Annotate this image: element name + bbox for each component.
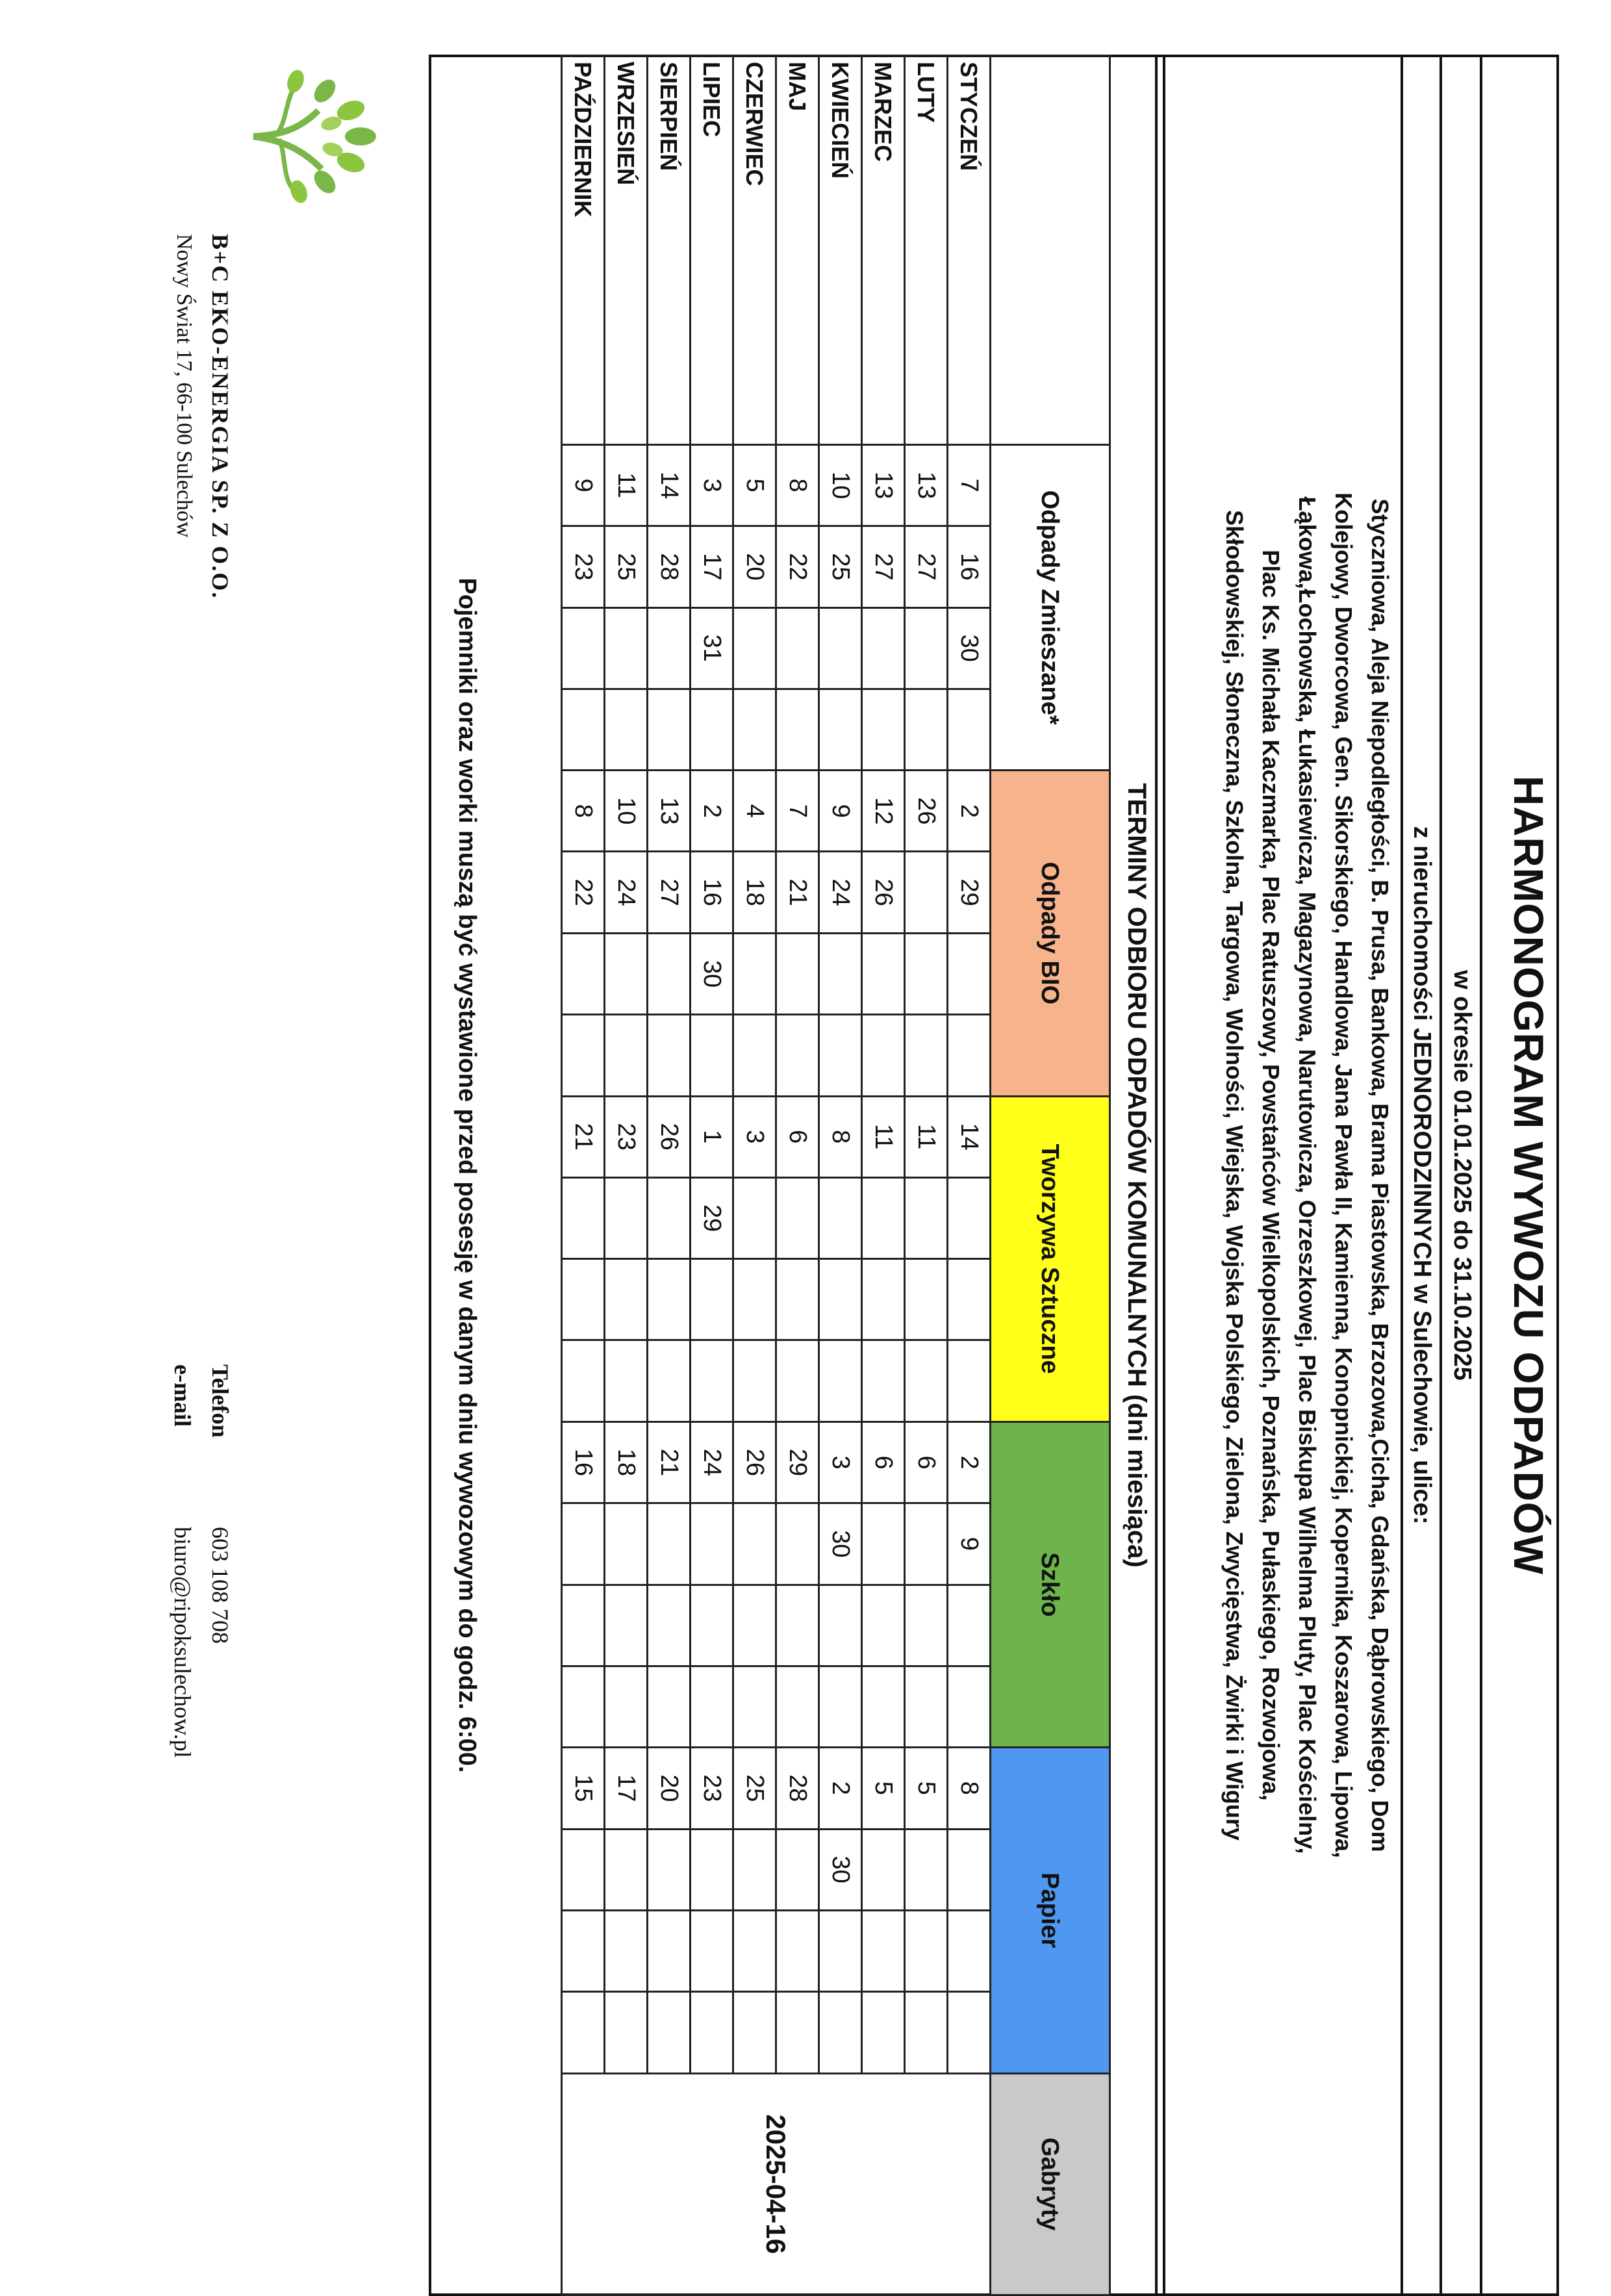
paper-day-cell: 2 bbox=[819, 1748, 862, 1829]
plastic-day-cell bbox=[605, 1259, 648, 1340]
plastic-day-cell bbox=[862, 1259, 905, 1340]
paper-day-cell: 28 bbox=[776, 1748, 819, 1829]
mixed-day-cell: 16 bbox=[948, 526, 991, 607]
header-paper: Papier bbox=[991, 1748, 1110, 2073]
bio-day-cell: 7 bbox=[776, 771, 819, 852]
paper-day-cell bbox=[562, 1829, 605, 1910]
plastic-day-cell bbox=[948, 1340, 991, 1422]
paper-day-cell bbox=[776, 1992, 819, 2073]
table-row bbox=[562, 56, 605, 2295]
month-cell: WRZESIEŃ bbox=[605, 56, 648, 445]
mixed-day-cell: 22 bbox=[776, 526, 819, 607]
plastic-day-cell bbox=[733, 1340, 776, 1422]
glass-day-cell bbox=[562, 1585, 605, 1666]
header-bio: Odpady BIO bbox=[991, 771, 1110, 1096]
glass-day-cell bbox=[605, 1585, 648, 1666]
glass-day-cell bbox=[648, 1585, 691, 1666]
mixed-day-cell: 11 bbox=[605, 444, 648, 526]
plastic-day-cell bbox=[648, 1259, 691, 1340]
bio-day-cell: 22 bbox=[562, 852, 605, 933]
divider bbox=[1155, 55, 1158, 2296]
street-line: Skłodowskiej, Słoneczna, Szkolna, Targowa, Wolności, Wiejska, Wojska Polskiego, Zielona, Zwycięstwa, Żwirki i Wigury bbox=[1221, 510, 1248, 1841]
mixed-day-cell bbox=[819, 607, 862, 689]
mixed-day-cell bbox=[862, 689, 905, 770]
bio-day-cell bbox=[776, 933, 819, 1014]
plastic-day-cell: 1 bbox=[691, 1096, 733, 1177]
mixed-day-cell: 10 bbox=[819, 444, 862, 526]
glass-day-cell bbox=[819, 1585, 862, 1666]
glass-day-cell bbox=[776, 1666, 819, 1747]
paper-day-cell: 15 bbox=[562, 1748, 605, 1829]
bio-day-cell bbox=[862, 1015, 905, 1096]
month-cell: LIPIEC bbox=[691, 56, 733, 445]
glass-day-cell bbox=[733, 1666, 776, 1747]
bio-day-cell: 13 bbox=[648, 771, 691, 852]
mixed-day-cell: 27 bbox=[905, 526, 948, 607]
terms-title: TERMINY ODBIORU ODPADÓW KOMUNALNYCH (dni miesiąca) bbox=[1123, 783, 1151, 1568]
email-label: e-mail bbox=[170, 1364, 196, 1427]
bio-day-cell bbox=[562, 1015, 605, 1096]
street-line: Styczniowa, Aleja Niepodległości, B. Prusa, Bankowa, Brama Piastowska, Brzozowa,Cicha, Gdańska, Dąbrowskiego, Dom bbox=[1367, 498, 1393, 1852]
bio-day-cell bbox=[733, 1015, 776, 1096]
mixed-day-cell bbox=[648, 607, 691, 689]
mixed-day-cell: 25 bbox=[605, 526, 648, 607]
bio-day-cell bbox=[948, 1015, 991, 1096]
paper-day-cell bbox=[605, 1829, 648, 1910]
plastic-day-cell: 21 bbox=[562, 1096, 605, 1177]
plastic-day-cell bbox=[605, 1177, 648, 1258]
mixed-day-cell: 20 bbox=[733, 526, 776, 607]
paper-day-cell bbox=[733, 1829, 776, 1910]
paper-day-cell bbox=[733, 1992, 776, 2073]
mixed-day-cell: 9 bbox=[562, 444, 605, 526]
table-header-row bbox=[991, 56, 1110, 2295]
phone-label: Telefon bbox=[207, 1364, 233, 1438]
glass-day-cell: 29 bbox=[776, 1422, 819, 1503]
glass-day-cell bbox=[733, 1503, 776, 1585]
paper-day-cell bbox=[819, 1992, 862, 2073]
plastic-day-cell bbox=[691, 1259, 733, 1340]
divider bbox=[1163, 55, 1165, 2296]
glass-day-cell bbox=[905, 1666, 948, 1747]
plastic-day-cell bbox=[733, 1177, 776, 1258]
glass-day-cell: 24 bbox=[691, 1422, 733, 1503]
glass-day-cell bbox=[648, 1503, 691, 1585]
bio-day-cell: 27 bbox=[648, 852, 691, 933]
glass-day-cell: 21 bbox=[648, 1422, 691, 1503]
header-plastic: Tworzywa Sztuczne bbox=[991, 1096, 1110, 1422]
bio-day-cell bbox=[905, 1015, 948, 1096]
bio-day-cell: 24 bbox=[605, 852, 648, 933]
glass-day-cell bbox=[905, 1585, 948, 1666]
table-row bbox=[948, 56, 991, 2295]
bio-day-cell bbox=[562, 933, 605, 1014]
mixed-day-cell: 30 bbox=[948, 607, 991, 689]
glass-day-cell: 6 bbox=[905, 1422, 948, 1503]
bio-day-cell: 10 bbox=[605, 771, 648, 852]
scope-text: z nieruchomości JEDNORODZINNYCH w Sulechowie, ulice: bbox=[1408, 826, 1436, 1525]
glass-day-cell: 2 bbox=[948, 1422, 991, 1503]
paper-day-cell bbox=[819, 1910, 862, 1991]
bio-day-cell: 2 bbox=[948, 771, 991, 852]
bio-day-cell bbox=[691, 1015, 733, 1096]
plastic-day-cell bbox=[905, 1340, 948, 1422]
mixed-day-cell bbox=[562, 607, 605, 689]
plastic-day-cell: 8 bbox=[819, 1096, 862, 1177]
plastic-day-cell bbox=[562, 1177, 605, 1258]
glass-day-cell: 30 bbox=[819, 1503, 862, 1585]
table-row bbox=[733, 56, 776, 2295]
glass-day-cell bbox=[691, 1503, 733, 1585]
paper-day-cell bbox=[733, 1910, 776, 1991]
bio-day-cell bbox=[733, 933, 776, 1014]
month-cell: STYCZEŃ bbox=[948, 56, 991, 445]
mixed-day-cell bbox=[733, 607, 776, 689]
tree-logo-icon bbox=[234, 58, 390, 214]
month-cell: LUTY bbox=[905, 56, 948, 445]
mixed-day-cell bbox=[605, 607, 648, 689]
bio-day-cell bbox=[862, 933, 905, 1014]
bio-day-cell bbox=[605, 933, 648, 1014]
bio-day-cell: 2 bbox=[691, 771, 733, 852]
mixed-day-cell: 7 bbox=[948, 444, 991, 526]
glass-day-cell: 6 bbox=[862, 1422, 905, 1503]
glass-day-cell bbox=[948, 1585, 991, 1666]
street-line: Plac Ks. Michała Kaczmarka, Plac Ratuszowy, Powstańców Wielkopolskich, Poznańska, Pułaskiego, Rozwojowa, bbox=[1258, 550, 1284, 1801]
plastic-day-cell bbox=[733, 1259, 776, 1340]
paper-day-cell bbox=[862, 1829, 905, 1910]
paper-day-cell: 23 bbox=[691, 1748, 733, 1829]
plastic-day-cell: 6 bbox=[776, 1096, 819, 1177]
glass-day-cell bbox=[862, 1666, 905, 1747]
plastic-day-cell bbox=[776, 1259, 819, 1340]
email-address: biuro@ripoksulechow.pl bbox=[170, 1527, 196, 1758]
mixed-day-cell bbox=[648, 689, 691, 770]
schedule-sheet bbox=[429, 55, 1559, 2296]
plastic-day-cell: 3 bbox=[733, 1096, 776, 1177]
mixed-day-cell: 14 bbox=[648, 444, 691, 526]
glass-day-cell bbox=[905, 1503, 948, 1585]
table-row bbox=[648, 56, 691, 2295]
month-cell: MAJ bbox=[776, 56, 819, 445]
paper-day-cell bbox=[862, 1910, 905, 1991]
paper-day-cell bbox=[948, 1910, 991, 1991]
mixed-day-cell: 13 bbox=[905, 444, 948, 526]
plastic-day-cell bbox=[819, 1340, 862, 1422]
mixed-day-cell bbox=[948, 689, 991, 770]
mixed-day-cell bbox=[776, 689, 819, 770]
plastic-day-cell bbox=[948, 1259, 991, 1340]
paper-day-cell bbox=[691, 1992, 733, 2073]
paper-day-cell bbox=[948, 1829, 991, 1910]
paper-day-cell bbox=[776, 1829, 819, 1910]
bio-day-cell bbox=[905, 852, 948, 933]
paper-day-cell: 17 bbox=[605, 1748, 648, 1829]
plastic-day-cell: 29 bbox=[691, 1177, 733, 1258]
bio-day-cell: 16 bbox=[691, 852, 733, 933]
month-cell: PAŹDZIERNIK bbox=[562, 56, 605, 445]
header-bulky: Gabryty bbox=[991, 2073, 1110, 2295]
divider bbox=[1480, 55, 1482, 2296]
bio-day-cell: 12 bbox=[862, 771, 905, 852]
bio-day-cell bbox=[905, 933, 948, 1014]
period-text: w okresie 01.01.2025 do 31.10.2025 bbox=[1449, 970, 1476, 1381]
table-row bbox=[691, 56, 733, 2295]
bio-day-cell bbox=[648, 933, 691, 1014]
glass-day-cell bbox=[562, 1666, 605, 1747]
mixed-day-cell: 23 bbox=[562, 526, 605, 607]
month-cell: SIERPIEŃ bbox=[648, 56, 691, 445]
glass-day-cell bbox=[819, 1666, 862, 1747]
glass-day-cell: 16 bbox=[562, 1422, 605, 1503]
plastic-day-cell bbox=[648, 1340, 691, 1422]
glass-day-cell bbox=[691, 1666, 733, 1747]
page-title: HARMONOGRAM WYWOZU ODPADÓW bbox=[1505, 776, 1552, 1575]
mixed-day-cell bbox=[776, 607, 819, 689]
paper-day-cell bbox=[905, 1910, 948, 1991]
paper-day-cell: 8 bbox=[948, 1748, 991, 1829]
mixed-day-cell: 28 bbox=[648, 526, 691, 607]
mixed-day-cell: 25 bbox=[819, 526, 862, 607]
bio-day-cell: 8 bbox=[562, 771, 605, 852]
paper-day-cell bbox=[648, 1992, 691, 2073]
glass-day-cell: 26 bbox=[733, 1422, 776, 1503]
bulky-date-cell bbox=[562, 2073, 991, 2295]
company-address: Nowy Świat 17, 66-100 Sulechów bbox=[172, 234, 196, 538]
mixed-day-cell: 8 bbox=[776, 444, 819, 526]
paper-day-cell bbox=[562, 1992, 605, 2073]
plastic-day-cell bbox=[648, 1177, 691, 1258]
glass-day-cell: 3 bbox=[819, 1422, 862, 1503]
glass-day-cell bbox=[862, 1503, 905, 1585]
plastic-day-cell: 11 bbox=[905, 1096, 948, 1177]
bio-day-cell: 24 bbox=[819, 852, 862, 933]
bio-day-cell: 26 bbox=[862, 852, 905, 933]
plastic-day-cell bbox=[862, 1340, 905, 1422]
table-row bbox=[862, 56, 905, 2295]
bio-day-cell bbox=[819, 933, 862, 1014]
paper-day-cell bbox=[862, 1992, 905, 2073]
plastic-day-cell bbox=[948, 1177, 991, 1258]
plastic-day-cell bbox=[905, 1259, 948, 1340]
month-cell: CZERWIEC bbox=[733, 56, 776, 445]
paper-day-cell bbox=[562, 1910, 605, 1991]
plastic-day-cell bbox=[819, 1259, 862, 1340]
table-row bbox=[776, 56, 819, 2295]
plastic-day-cell bbox=[562, 1340, 605, 1422]
glass-day-cell bbox=[605, 1666, 648, 1747]
paper-day-cell bbox=[648, 1910, 691, 1991]
bio-day-cell: 21 bbox=[776, 852, 819, 933]
mixed-day-cell bbox=[862, 607, 905, 689]
plastic-day-cell: 23 bbox=[605, 1096, 648, 1177]
bio-day-cell bbox=[776, 1015, 819, 1096]
glass-day-cell bbox=[776, 1585, 819, 1666]
header-mixed: Odpady Zmieszane* bbox=[991, 444, 1110, 770]
mixed-day-cell bbox=[605, 689, 648, 770]
mixed-day-cell bbox=[691, 689, 733, 770]
mixed-day-cell bbox=[733, 689, 776, 770]
bio-day-cell: 30 bbox=[691, 933, 733, 1014]
mixed-day-cell bbox=[819, 689, 862, 770]
paper-day-cell: 30 bbox=[819, 1829, 862, 1910]
company-name: B+C EKO-ENERGIA SP. Z O.O. bbox=[207, 234, 233, 600]
glass-day-cell bbox=[776, 1503, 819, 1585]
paper-day-cell bbox=[605, 1992, 648, 2073]
street-line: Kolejowy, Dworcowa, Gen. Sikorskiego, Handlowa, Jana Pawła II, Kamienna, Konopnickiej, Kopernika, Koszarowa, Lipowa, bbox=[1330, 492, 1357, 1858]
bio-day-cell bbox=[605, 1015, 648, 1096]
plastic-day-cell bbox=[562, 1259, 605, 1340]
mixed-day-cell bbox=[905, 689, 948, 770]
mixed-day-cell bbox=[562, 689, 605, 770]
mixed-day-cell bbox=[905, 607, 948, 689]
glass-day-cell bbox=[562, 1503, 605, 1585]
bio-day-cell: 4 bbox=[733, 771, 776, 852]
street-list bbox=[1216, 81, 1398, 2270]
bio-day-cell bbox=[819, 1015, 862, 1096]
plastic-day-cell bbox=[905, 1177, 948, 1258]
paper-day-cell: 20 bbox=[648, 1748, 691, 1829]
header-glass: Szkło bbox=[991, 1422, 1110, 1747]
glass-day-cell: 9 bbox=[948, 1503, 991, 1585]
paper-day-cell: 5 bbox=[905, 1748, 948, 1829]
bio-day-cell: 9 bbox=[819, 771, 862, 852]
divider bbox=[1440, 55, 1442, 2296]
plastic-day-cell: 11 bbox=[862, 1096, 905, 1177]
mixed-day-cell: 31 bbox=[691, 607, 733, 689]
street-line: Łąkowa,Łochowska, Łukasiewicza, Magazynowa, Narutowicza, Orzeszkowej, Plac Biskupa Wilhelma Pluty, Plac Kościelny, bbox=[1294, 496, 1321, 1854]
glass-day-cell bbox=[648, 1666, 691, 1747]
glass-day-cell bbox=[733, 1585, 776, 1666]
paper-day-cell bbox=[905, 1829, 948, 1910]
month-cell: KWIECIEŃ bbox=[819, 56, 862, 445]
plastic-day-cell: 26 bbox=[648, 1096, 691, 1177]
mixed-day-cell: 5 bbox=[733, 444, 776, 526]
paper-day-cell bbox=[605, 1910, 648, 1991]
paper-day-cell bbox=[691, 1829, 733, 1910]
collection-note: Pojemniki oraz worki muszą być wystawione przed posesję w danym dniu wywozowym do godz. 6:00. bbox=[453, 578, 481, 1773]
bulky-date: 2025-04-16 bbox=[761, 2114, 792, 2254]
paper-day-cell bbox=[691, 1910, 733, 1991]
table-row bbox=[905, 56, 948, 2295]
header-blank bbox=[991, 56, 1110, 445]
paper-day-cell bbox=[776, 1910, 819, 1991]
mixed-day-cell: 13 bbox=[862, 444, 905, 526]
mixed-day-cell: 27 bbox=[862, 526, 905, 607]
plastic-day-cell: 14 bbox=[948, 1096, 991, 1177]
mixed-day-cell: 3 bbox=[691, 444, 733, 526]
paper-day-cell: 5 bbox=[862, 1748, 905, 1829]
table-row bbox=[819, 56, 862, 2295]
glass-day-cell bbox=[605, 1503, 648, 1585]
bio-day-cell: 29 bbox=[948, 852, 991, 933]
paper-day-cell bbox=[648, 1829, 691, 1910]
plastic-day-cell bbox=[819, 1177, 862, 1258]
plastic-day-cell bbox=[776, 1177, 819, 1258]
month-cell: MARZEC bbox=[862, 56, 905, 445]
bio-day-cell: 26 bbox=[905, 771, 948, 852]
bio-day-cell bbox=[948, 933, 991, 1014]
paper-day-cell bbox=[905, 1992, 948, 2073]
phone-number: 603 108 708 bbox=[207, 1527, 233, 1644]
mixed-day-cell: 17 bbox=[691, 526, 733, 607]
glass-day-cell bbox=[948, 1666, 991, 1747]
glass-day-cell bbox=[691, 1585, 733, 1666]
plastic-day-cell bbox=[776, 1340, 819, 1422]
plastic-day-cell bbox=[691, 1340, 733, 1422]
paper-day-cell: 25 bbox=[733, 1748, 776, 1829]
paper-day-cell bbox=[948, 1992, 991, 2073]
plastic-day-cell bbox=[605, 1340, 648, 1422]
glass-day-cell: 18 bbox=[605, 1422, 648, 1503]
bio-day-cell bbox=[648, 1015, 691, 1096]
schedule-table bbox=[561, 55, 1111, 2296]
divider bbox=[1401, 55, 1403, 2296]
table-row bbox=[605, 56, 648, 2295]
plastic-day-cell bbox=[862, 1177, 905, 1258]
glass-day-cell bbox=[862, 1585, 905, 1666]
bio-day-cell: 18 bbox=[733, 852, 776, 933]
